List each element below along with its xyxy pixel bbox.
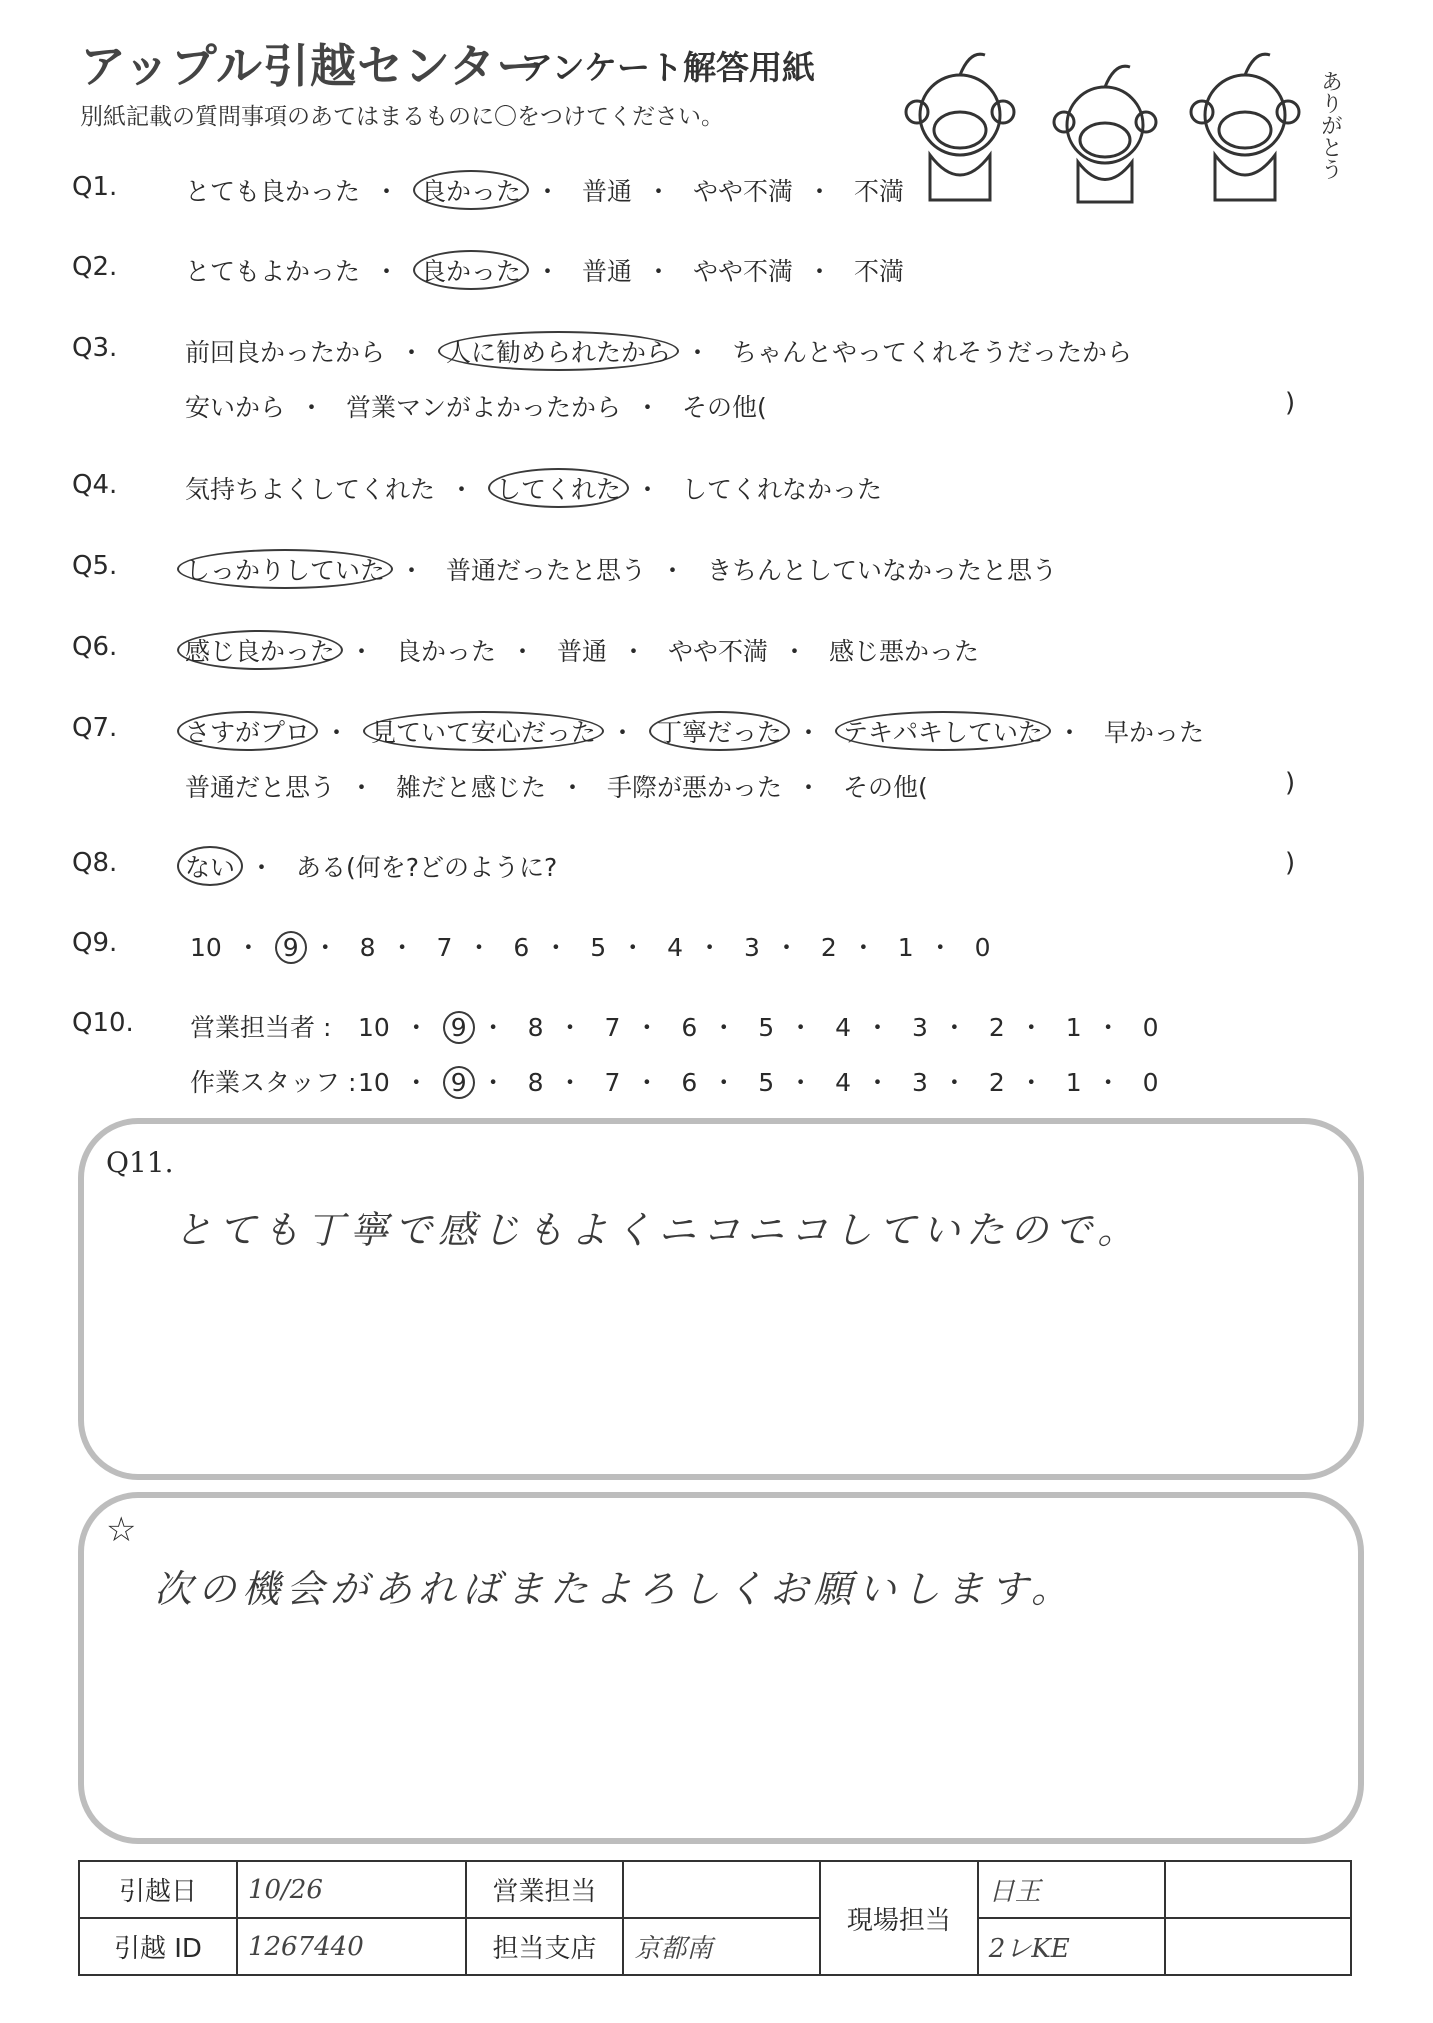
score-option[interactable]: 5	[758, 1013, 775, 1042]
question-number: Q6.	[72, 632, 118, 662]
score-option[interactable]: 10	[357, 1068, 390, 1097]
option[interactable]: 良かった	[395, 637, 496, 666]
option-selected[interactable]: 良かった	[413, 170, 529, 210]
move-date-value: 10/26	[247, 1874, 323, 1905]
star-icon: ☆	[106, 1510, 137, 1550]
option-selected[interactable]: 良かった	[413, 250, 529, 290]
instruction-text: 別紙記載の質問事項のあてはまるものに〇をつけてください。	[80, 104, 724, 130]
score-option[interactable]: 0	[1142, 1013, 1159, 1042]
paren-close: )	[1285, 388, 1296, 418]
option[interactable]: 普通だと思う	[185, 773, 336, 802]
score-option[interactable]: 4	[667, 933, 684, 962]
footer-info-table	[78, 1860, 1352, 1976]
q11-comment-box[interactable]	[78, 1118, 1364, 1480]
score-option[interactable]: 8	[527, 1068, 544, 1097]
question-number: Q3.	[72, 333, 118, 363]
move-id-label: 引越 ID	[79, 1918, 237, 1975]
option-other[interactable]: その他(	[842, 773, 928, 802]
option[interactable]: 早かった	[1103, 718, 1204, 747]
question-number: Q1.	[72, 172, 118, 202]
q11-label: Q11.	[106, 1146, 174, 1179]
branch-label: 担当支店	[466, 1918, 624, 1975]
mascot-illustration	[890, 40, 1370, 210]
sales-rep-header: 営業担当	[466, 1861, 624, 1918]
option[interactable]: 不満	[853, 177, 904, 206]
question-number: Q8.	[72, 848, 118, 878]
question-number: Q7.	[72, 713, 118, 743]
option[interactable]: とても良かった	[185, 177, 361, 206]
score-option[interactable]: 1	[1065, 1013, 1082, 1042]
option-selected[interactable]: 見ていて安心だった	[363, 711, 604, 751]
option[interactable]: きちんとしていなかったと思う	[706, 556, 1057, 585]
question-number: Q10.	[72, 1008, 134, 1038]
option[interactable]: ある(何を?どのように?	[295, 853, 558, 882]
option[interactable]: 気持ちよくしてくれた	[185, 475, 436, 504]
score-option-selected[interactable]: 9	[443, 1011, 475, 1044]
move-date-label: 引越日	[79, 1861, 237, 1918]
score-option[interactable]: 2	[820, 933, 837, 962]
option[interactable]: 安いから	[185, 393, 286, 422]
option[interactable]: 不満	[853, 257, 904, 286]
score-option[interactable]: 6	[681, 1068, 698, 1097]
option[interactable]: やや不満	[692, 177, 793, 206]
score-option[interactable]: 0	[1142, 1068, 1159, 1097]
site-rep-value-2: 2レKE	[988, 1934, 1070, 1964]
option-selected[interactable]: テキパキしていた	[835, 711, 1051, 751]
score-option[interactable]: 1	[1065, 1068, 1082, 1097]
work-staff-label: 作業スタッフ :	[190, 1068, 357, 1097]
score-option[interactable]: 1	[897, 933, 914, 962]
score-option[interactable]: 6	[681, 1013, 698, 1042]
option[interactable]: 前回良かったから	[185, 338, 386, 367]
option[interactable]: 営業マンがよかったから	[345, 393, 621, 422]
score-option-selected[interactable]: 9	[275, 931, 307, 964]
score-option[interactable]: 7	[436, 933, 453, 962]
score-option[interactable]: 8	[359, 933, 376, 962]
additional-comment-box[interactable]	[78, 1492, 1364, 1844]
option[interactable]: 普通	[581, 177, 632, 206]
monkey-mascot-3-icon	[1191, 54, 1299, 200]
score-option[interactable]: 7	[604, 1013, 621, 1042]
question-number: Q9.	[72, 928, 118, 958]
option-selected[interactable]: してくれた	[488, 468, 629, 508]
score-option[interactable]: 7	[604, 1068, 621, 1097]
option-selected[interactable]: ない	[177, 846, 243, 886]
option[interactable]: 雑だと感じた	[395, 773, 546, 802]
score-option[interactable]: 0	[974, 933, 991, 962]
score-option[interactable]: 4	[835, 1013, 852, 1042]
site-rep-value-1: 日王	[988, 1877, 1041, 1907]
q11-answer: とても丁寧で感じもよくニコニコしていたので。	[174, 1208, 1142, 1252]
additional-answer: 次の機会があればまたよろしくお願いします。	[154, 1567, 1075, 1611]
option[interactable]: やや不満	[667, 637, 768, 666]
question-number: Q5.	[72, 551, 118, 581]
score-option[interactable]: 6	[513, 933, 530, 962]
monkey-mascot-1-icon	[906, 54, 1014, 200]
score-option[interactable]: 3	[911, 1068, 928, 1097]
option[interactable]: 普通だったと思う	[445, 556, 646, 585]
move-id-value: 1267440	[247, 1931, 364, 1962]
score-option[interactable]: 10	[190, 933, 222, 962]
branch-value: 京都南	[634, 1934, 713, 1964]
option[interactable]: とてもよかった	[185, 257, 361, 286]
option[interactable]: やや不満	[692, 257, 793, 286]
option-selected[interactable]: 感じ良かった	[177, 630, 343, 670]
monkey-mascot-2-icon	[1054, 66, 1156, 202]
question-number: Q2.	[72, 252, 118, 282]
score-option[interactable]: 3	[744, 933, 760, 962]
option[interactable]: してくれなかった	[681, 475, 882, 504]
paren-close: )	[1285, 848, 1296, 878]
paren-close: )	[1285, 768, 1296, 798]
option[interactable]: 手際が悪かった	[606, 773, 782, 802]
option[interactable]: 感じ悪かった	[828, 637, 979, 666]
score-option[interactable]: 5	[758, 1068, 775, 1097]
score-option[interactable]: 2	[988, 1013, 1005, 1042]
score-option-selected[interactable]: 9	[443, 1066, 475, 1099]
option[interactable]: 普通	[556, 637, 607, 666]
option-selected[interactable]: 人に勧められたから	[438, 331, 679, 371]
score-option[interactable]: 3	[911, 1013, 928, 1042]
form-title: アップル引越センター	[80, 39, 544, 93]
score-option[interactable]: 2	[988, 1068, 1005, 1097]
option-selected[interactable]: さすがプロ	[177, 711, 318, 751]
option-other[interactable]: その他(	[681, 393, 767, 422]
option-selected[interactable]: しっかりしていた	[177, 549, 393, 589]
form-subtitle: アンケート解答用紙	[520, 48, 816, 87]
option-selected[interactable]: 丁寧だった	[649, 711, 790, 751]
option[interactable]: 普通	[581, 257, 632, 286]
site-rep-label: 現場担当	[820, 1861, 978, 1975]
score-option[interactable]: 8	[527, 1013, 544, 1042]
sales-rep-label: 営業担当者 :	[190, 1013, 332, 1042]
score-option[interactable]: 4	[835, 1068, 852, 1097]
option[interactable]: ちゃんとやってくれそうだったから	[731, 338, 1132, 367]
score-option[interactable]: 10	[357, 1013, 390, 1042]
arigatou-text: ありがとう	[1317, 70, 1343, 180]
question-number: Q4.	[72, 470, 118, 500]
score-option[interactable]: 5	[590, 933, 607, 962]
